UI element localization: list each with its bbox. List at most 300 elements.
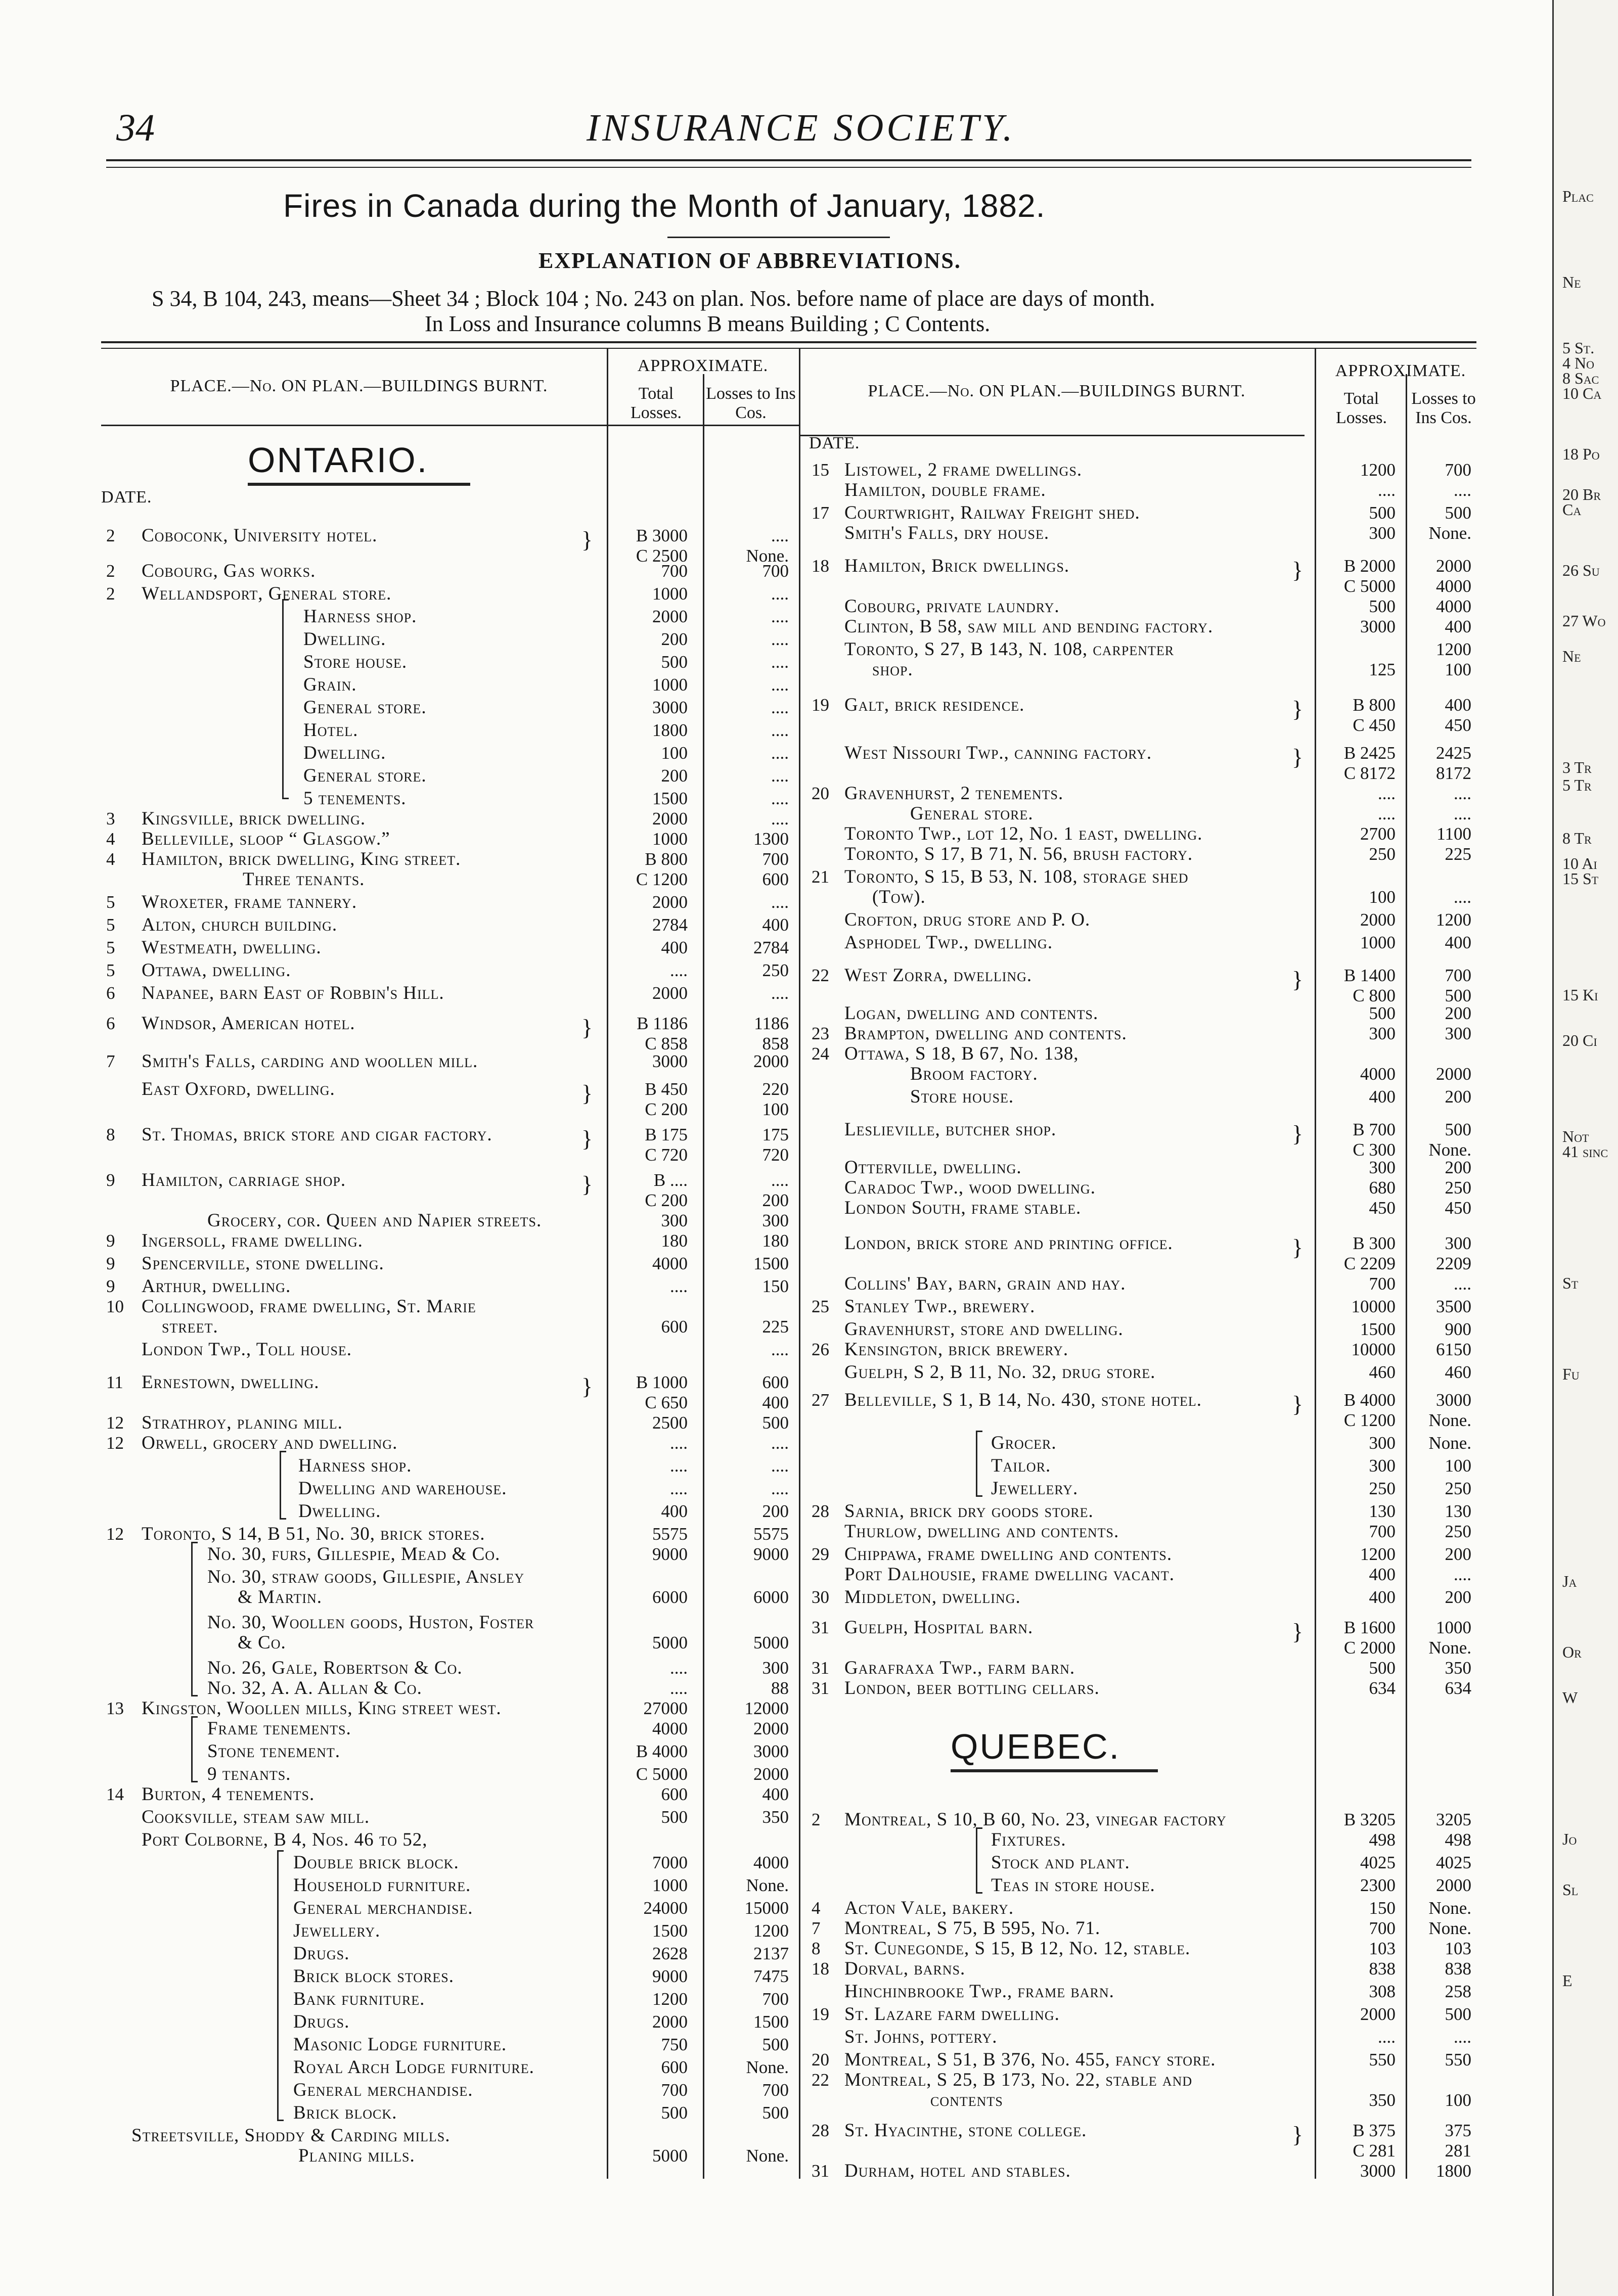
entry-total-loss: 125 <box>1369 660 1396 679</box>
entry-total-loss: 700 <box>1369 1918 1396 1938</box>
entry-insurance-loss: .... <box>771 789 789 808</box>
entry-total-loss: 300 <box>661 1211 688 1230</box>
adjacent-page-text: 41 sinc <box>1562 1142 1608 1161</box>
entry-insurance-loss: None. <box>1428 1433 1471 1453</box>
entry-description: Middleton, dwelling. <box>844 1587 1021 1608</box>
adjacent-page-text: 18 Po <box>1562 445 1600 463</box>
entry-insurance-loss: 5575 <box>753 1524 789 1544</box>
entry-insurance-loss: 100 <box>1445 2090 1471 2110</box>
entry-description: Planing mills. <box>298 2145 415 2166</box>
entry-date: 23 <box>812 1024 829 1043</box>
col-divider-5 <box>1406 374 1407 2179</box>
entry-total-loss: 300 <box>1369 1024 1396 1043</box>
entry-insurance-loss: .... <box>771 1479 789 1498</box>
entry-description: Kensington, brick brewery. <box>844 1339 1069 1360</box>
entry-description: Montreal, S 75, B 595, No. 71. <box>844 1918 1101 1939</box>
entry-insurance-loss: 1800 <box>1436 2161 1471 2181</box>
entry-total-loss: B 300 <box>1353 1233 1396 1253</box>
explanation-line-1: S 34, B 104, 243, means—Sheet 34 ; Block 104 ; No. 243 on plan. Nos. before name of place are days of month. <box>152 286 1155 311</box>
entry-description: Hotel. <box>303 720 358 741</box>
entry-insurance-loss: .... <box>1454 804 1471 823</box>
adjacent-page-text: 20 Br <box>1562 485 1601 503</box>
entry-description: Garafraxa Twp., farm barn. <box>844 1658 1075 1678</box>
adjacent-page-text: Fu <box>1562 1365 1580 1383</box>
entry-total-loss: .... <box>670 1456 688 1476</box>
entry-description: General merchandise. <box>293 2080 473 2100</box>
entry-total-loss: C 450 <box>1353 715 1396 735</box>
region-quebec: QUEBEC. <box>951 1727 1121 1766</box>
entry-insurance-loss: 2425 <box>1436 743 1471 763</box>
entry-total-loss: 3000 <box>1360 2161 1396 2181</box>
right-place-header: PLACE.—No. ON PLAN.—BUILDINGS BURNT. <box>868 382 1246 400</box>
entry-total-loss: .... <box>670 960 688 980</box>
right-ins-header: Losses to Ins Cos. <box>1411 389 1476 427</box>
entry-description: London, brick store and printing office. <box>844 1233 1173 1254</box>
entry-description: London South, frame stable. <box>844 1198 1082 1218</box>
entry-insurance-loss: .... <box>1454 1565 1471 1584</box>
entry-description: St. Thomas, brick store and cigar factory. <box>142 1124 492 1145</box>
entry-total-loss: 460 <box>1369 1362 1396 1382</box>
entry-insurance-loss: 9000 <box>753 1544 789 1564</box>
entry-date: 5 <box>106 938 115 957</box>
entry-date: 5 <box>106 892 115 912</box>
entry-total-loss: 308 <box>1369 1982 1396 2001</box>
entry-total-loss: 100 <box>1369 887 1396 907</box>
entry-insurance-loss: 450 <box>1445 1198 1471 1218</box>
region-quebec-rule <box>951 1769 1158 1772</box>
entry-insurance-loss: 130 <box>1445 1501 1471 1521</box>
adjacent-page-text: 8 Sac <box>1562 369 1599 387</box>
entry-date: 31 <box>812 2161 829 2181</box>
entry-total-loss: B .... <box>653 1170 688 1190</box>
col-divider-3 <box>799 349 800 2179</box>
entry-insurance-loss: 858 <box>762 1034 789 1053</box>
entry-total-loss: 700 <box>661 2080 688 2100</box>
adjacent-page-text: Or <box>1562 1643 1582 1661</box>
pair-brace: } <box>581 1080 593 1106</box>
entry-total-loss: 24000 <box>643 1898 688 1918</box>
entry-date: 2 <box>812 1810 821 1829</box>
entry-insurance-loss: 700 <box>1445 460 1471 480</box>
entry-insurance-loss: None. <box>746 2146 789 2166</box>
entry-date: 31 <box>812 1618 829 1637</box>
entry-total-loss: 103 <box>1369 1939 1396 1958</box>
page-title: Fires in Canada during the Month of January, 1882. <box>283 188 1046 224</box>
entry-total-loss: B 175 <box>645 1125 688 1144</box>
entry-description: Belleville, S 1, B 14, No. 430, stone hotel. <box>844 1390 1202 1410</box>
bracket-toronto-stores <box>191 1542 198 1696</box>
entry-insurance-loss: 400 <box>762 915 789 935</box>
entry-insurance-loss: 5000 <box>753 1633 789 1652</box>
right-header-rule <box>799 435 1305 436</box>
bracket-belleville <box>976 1431 982 1497</box>
entry-description: Frame tenements. <box>207 1718 351 1739</box>
entry-description: Toronto Twp., lot 12, No. 1 east, dwelling. <box>844 823 1203 844</box>
entry-total-loss: 700 <box>1369 1274 1396 1294</box>
entry-insurance-loss: 460 <box>1445 1362 1471 1382</box>
entry-insurance-loss: 100 <box>1445 1456 1471 1476</box>
entry-total-loss: C 5000 <box>636 1764 688 1784</box>
entry-insurance-loss: 250 <box>1445 1479 1471 1498</box>
entry-insurance-loss: 720 <box>762 1145 789 1165</box>
explanation-line-2: In Loss and Insurance columns B means Building ; C Contents. <box>425 311 991 336</box>
entry-description: Windsor, American hotel. <box>142 1013 355 1034</box>
adjacent-page-text: 10 Ca <box>1562 384 1602 402</box>
entry-description: Port Colborne, B 4, Nos. 46 to 52, <box>142 1829 428 1850</box>
entry-total-loss: B 1600 <box>1343 1618 1396 1637</box>
entry-insurance-loss: 2209 <box>1436 1254 1471 1273</box>
entry-total-loss: 600 <box>661 2057 688 2077</box>
entry-description: Stock and plant. <box>991 1852 1130 1873</box>
entry-total-loss: 680 <box>1369 1178 1396 1198</box>
entry-total-loss: 200 <box>661 629 688 649</box>
entry-date: 22 <box>812 966 829 985</box>
entry-total-loss: B 3000 <box>636 526 688 545</box>
entry-total-loss: 500 <box>1369 596 1396 616</box>
entry-insurance-loss: 450 <box>1445 715 1471 735</box>
entry-description: Toronto, S 14, B 51, No. 30, brick stores. <box>142 1524 485 1544</box>
adjacent-page-text: 4 No <box>1562 354 1594 372</box>
entry-total-loss: 4025 <box>1360 1853 1396 1872</box>
adjacent-page-text: 8 Tr <box>1562 829 1592 847</box>
entry-description: Durham, hotel and stables. <box>844 2161 1071 2181</box>
adjacent-page-text: 15 St <box>1562 869 1599 888</box>
entry-description: Caradoc Twp., wood dwelling. <box>844 1177 1096 1198</box>
entry-insurance-loss: .... <box>771 983 789 1003</box>
entry-total-loss: C 2000 <box>1343 1638 1396 1658</box>
col-divider-1 <box>607 349 608 2179</box>
entry-insurance-loss: .... <box>771 1456 789 1476</box>
entry-description: Fixtures. <box>991 1829 1066 1850</box>
entry-total-loss: 300 <box>1369 1456 1396 1476</box>
entry-insurance-loss: 4000 <box>1436 576 1471 596</box>
entry-description: Orwell, grocery and dwelling. <box>142 1433 398 1453</box>
entry-description: Thurlow, dwelling and contents. <box>844 1521 1119 1542</box>
entry-insurance-loss: 4000 <box>753 1853 789 1872</box>
entry-insurance-loss: None. <box>746 2057 789 2077</box>
entry-date: 2 <box>106 526 115 545</box>
entry-date: 13 <box>106 1698 124 1718</box>
entry-description: Guelph, Hospital barn. <box>844 1617 1033 1638</box>
entry-insurance-loss: 1200 <box>1436 639 1471 659</box>
entry-date: 12 <box>106 1524 124 1544</box>
adjacent-page-text: Ja <box>1562 1572 1577 1590</box>
table-top-rule-thin <box>101 348 1476 349</box>
entry-date: 25 <box>812 1297 829 1316</box>
entry-total-loss: 7000 <box>652 1853 688 1872</box>
entry-total-loss: .... <box>1378 804 1396 823</box>
entry-total-loss: 1200 <box>1360 1544 1396 1564</box>
entry-total-loss: 634 <box>1369 1678 1396 1698</box>
entry-description: Hinchinbrooke Twp., frame barn. <box>844 1981 1114 2002</box>
entry-insurance-loss: 2137 <box>753 1944 789 1963</box>
entry-description: Hamilton, brick dwelling, King street. <box>142 849 461 869</box>
entry-total-loss: 500 <box>1369 1658 1396 1678</box>
entry-insurance-loss: 1186 <box>754 1014 789 1033</box>
entry-description: Brick block. <box>293 2102 397 2123</box>
entry-insurance-loss: 2000 <box>1436 1875 1471 1895</box>
entry-date: 21 <box>812 867 829 887</box>
entry-insurance-loss: 400 <box>762 1393 789 1412</box>
entry-insurance-loss: 3000 <box>753 1741 789 1761</box>
entry-description: Dwelling. <box>298 1501 381 1522</box>
entry-date: 4 <box>106 829 115 849</box>
entry-insurance-loss: 4025 <box>1436 1853 1471 1872</box>
entry-insurance-loss: 2000 <box>1436 1064 1471 1084</box>
header-rule <box>106 159 1471 161</box>
entry-total-loss: 3000 <box>652 698 688 717</box>
entry-description: Masonic Lodge furniture. <box>293 2034 507 2055</box>
entry-date: 19 <box>812 695 829 715</box>
entry-description: Stanley Twp., brewery. <box>844 1296 1036 1317</box>
pair-brace: } <box>1292 1121 1304 1146</box>
entry-insurance-loss: 250 <box>1445 1178 1471 1198</box>
entry-total-loss: 400 <box>1369 1587 1396 1607</box>
entry-insurance-loss: 300 <box>1445 1024 1471 1043</box>
entry-description: Double brick block. <box>293 1852 459 1873</box>
entry-date: 8 <box>106 1125 115 1144</box>
entry-description: Brampton, dwelling and contents. <box>844 1023 1127 1044</box>
entry-total-loss: 1000 <box>652 1875 688 1895</box>
entry-total-loss: 27000 <box>643 1698 688 1718</box>
entry-description: 5 tenements. <box>303 788 407 809</box>
entry-insurance-loss: 4000 <box>1436 596 1471 616</box>
entry-insurance-loss: .... <box>771 675 789 695</box>
explanation-heading: EXPLANATION OF ABBREVIATIONS. <box>538 248 961 273</box>
entry-total-loss: B 3205 <box>1343 1810 1396 1829</box>
entry-insurance-loss: 8172 <box>1436 763 1471 783</box>
entry-description: Drugs. <box>293 2011 350 2032</box>
entry-insurance-loss: 500 <box>1445 986 1471 1005</box>
entry-description: St. Cunegonde, S 15, B 12, No. 12, stable. <box>844 1938 1191 1959</box>
entry-description: Arthur, dwelling. <box>142 1276 291 1297</box>
entry-total-loss: 2000 <box>652 607 688 626</box>
entry-total-loss: 550 <box>1369 2050 1396 2070</box>
entry-insurance-loss: 103 <box>1445 1939 1471 1958</box>
title-rule <box>667 237 890 238</box>
entry-total-loss: B 1000 <box>636 1372 688 1392</box>
right-approx-header: APPROXIMATE. <box>1335 361 1466 380</box>
entry-insurance-loss: 2784 <box>753 938 789 957</box>
entry-date: 6 <box>106 983 115 1003</box>
pair-brace: } <box>581 1373 593 1399</box>
entry-total-loss: .... <box>670 1276 688 1296</box>
entry-total-loss: 1000 <box>652 829 688 849</box>
entry-description: Leslieville, butcher shop. <box>844 1119 1057 1140</box>
entry-total-loss: 300 <box>1369 523 1396 543</box>
entry-description: St. Johns, pottery. <box>844 2027 998 2047</box>
entry-total-loss: 5575 <box>652 1524 688 1544</box>
entry-description: Grocery, cor. Queen and Napier streets. <box>207 1210 542 1231</box>
entry-date: 5 <box>106 915 115 935</box>
entry-insurance-loss: 600 <box>762 1372 789 1392</box>
entry-total-loss: 500 <box>1369 1003 1396 1023</box>
entry-total-loss: 10000 <box>1351 1297 1396 1316</box>
entry-insurance-loss: 2000 <box>753 1764 789 1784</box>
entry-description: Teas in store house. <box>991 1875 1155 1896</box>
entry-insurance-loss: 1300 <box>753 829 789 849</box>
entry-date: 10 <box>106 1297 124 1316</box>
entry-insurance-loss: 300 <box>1445 1233 1471 1253</box>
entry-insurance-loss: 700 <box>1445 966 1471 985</box>
entry-total-loss: 750 <box>661 2035 688 2054</box>
entry-insurance-loss: 498 <box>1445 1830 1471 1850</box>
entry-description: Household furniture. <box>293 1875 471 1896</box>
entry-total-loss: B 1400 <box>1343 966 1396 985</box>
entry-description: Napanee, barn East of Robbin's Hill. <box>142 983 444 1003</box>
entry-total-loss: 4000 <box>1360 1064 1396 1084</box>
entry-insurance-loss: 700 <box>762 1989 789 2009</box>
entry-insurance-loss: 400 <box>762 1784 789 1804</box>
entry-insurance-loss: 88 <box>771 1678 789 1698</box>
entry-total-loss: C 8172 <box>1343 763 1396 783</box>
entry-description: Jewellery. <box>991 1478 1078 1499</box>
entry-date: 15 <box>812 460 829 480</box>
entry-insurance-loss: 400 <box>1445 617 1471 636</box>
entry-date: 18 <box>812 556 829 576</box>
pair-brace: } <box>1292 967 1304 992</box>
entry-total-loss: 350 <box>1369 2090 1396 2110</box>
entry-description: Wroxeter, frame tannery. <box>142 892 357 912</box>
entry-total-loss: 3000 <box>652 1051 688 1071</box>
entry-date: 4 <box>106 849 115 869</box>
entry-date: 27 <box>812 1390 829 1410</box>
entry-insurance-loss: 220 <box>762 1079 789 1099</box>
entry-insurance-loss: 200 <box>1445 1087 1471 1107</box>
entry-insurance-loss: 350 <box>762 1807 789 1827</box>
pair-brace: } <box>1292 696 1304 722</box>
entry-total-loss: 2784 <box>652 915 688 935</box>
entry-description: Toronto, S 15, B 53, N. 108, storage shed <box>844 866 1189 887</box>
entry-insurance-loss: .... <box>771 1433 789 1453</box>
entry-date: 24 <box>812 1044 829 1064</box>
entry-total-loss: .... <box>670 1658 688 1678</box>
entry-description: Montreal, S 51, B 376, No. 455, fancy store. <box>844 2049 1216 2070</box>
entry-insurance-loss: .... <box>771 743 789 763</box>
entry-insurance-loss: 225 <box>762 1317 789 1337</box>
entry-description: Ingersoll, frame dwelling. <box>142 1230 363 1251</box>
adjacent-page-text: 3 Tr <box>1562 758 1592 776</box>
entry-total-loss: 4000 <box>652 1719 688 1738</box>
right-date-label: DATE. <box>809 434 860 452</box>
entry-description: Listowel, 2 frame dwellings. <box>844 460 1083 480</box>
entry-total-loss: 3000 <box>1360 617 1396 636</box>
entry-description: London, beer bottling cellars. <box>844 1678 1100 1698</box>
entry-total-loss: 498 <box>1369 1830 1396 1850</box>
entry-date: 9 <box>106 1254 115 1273</box>
entry-total-loss: B 800 <box>645 849 688 869</box>
bracket-orwell <box>280 1451 286 1520</box>
entry-description: No. 30, furs, Gillespie, Mead & Co. <box>207 1544 501 1565</box>
entry-description: Cobourg, Gas works. <box>142 561 316 581</box>
entry-total-loss: .... <box>1378 480 1396 500</box>
entry-description: Royal Arch Lodge furniture. <box>293 2057 534 2078</box>
adjacent-page-text: Plac <box>1562 187 1594 205</box>
entry-total-loss: 100 <box>661 743 688 763</box>
entry-total-loss: 500 <box>661 2103 688 2123</box>
entry-total-loss: 1800 <box>652 720 688 740</box>
left-approx-header: APPROXIMATE. <box>637 356 769 375</box>
entry-description: Montreal, S 25, B 173, No. 22, stable and <box>844 2070 1193 2090</box>
entry-total-loss: B 2425 <box>1343 743 1396 763</box>
entry-insurance-loss: 258 <box>1445 1982 1471 2001</box>
entry-description: 9 tenants. <box>207 1764 291 1784</box>
entry-description: General store. <box>303 697 427 718</box>
entry-description: Ottawa, S 18, B 67, No. 138, <box>844 1043 1079 1064</box>
left-total-header: Total Losses. <box>630 384 682 422</box>
entry-description: No. 32, A. A. Allan & Co. <box>207 1678 422 1698</box>
entry-insurance-loss: 500 <box>1445 503 1471 523</box>
bracket-montreal <box>976 1827 982 1894</box>
entry-insurance-loss: 1500 <box>753 1254 789 1273</box>
entry-total-loss: 2000 <box>652 892 688 912</box>
entry-insurance-loss: None. <box>746 1875 789 1895</box>
entry-insurance-loss: 300 <box>762 1211 789 1230</box>
adjacent-page-text: W <box>1562 1688 1578 1707</box>
entry-total-loss: 500 <box>1369 503 1396 523</box>
entry-insurance-loss: .... <box>771 652 789 672</box>
entry-description: Cobourg, private laundry. <box>844 596 1060 617</box>
entry-description: street. <box>162 1316 218 1337</box>
entry-insurance-loss: None. <box>1428 523 1471 543</box>
entry-date: 3 <box>106 809 115 829</box>
entry-insurance-loss: 200 <box>1445 1544 1471 1564</box>
entry-description: Acton Vale, bakery. <box>844 1898 1014 1918</box>
entry-insurance-loss: 180 <box>762 1231 789 1251</box>
entry-insurance-loss: .... <box>771 584 789 604</box>
entry-total-loss: 2000 <box>1360 910 1396 930</box>
entry-total-loss: 5000 <box>652 2146 688 2166</box>
entry-insurance-loss: .... <box>771 526 789 545</box>
entry-total-loss: 300 <box>1369 1158 1396 1177</box>
entry-total-loss: 1200 <box>1360 460 1396 480</box>
entry-description: Burton, 4 tenements. <box>142 1784 315 1805</box>
entry-insurance-loss: 150 <box>762 1276 789 1296</box>
bracket-kingston <box>191 1716 198 1782</box>
entry-insurance-loss: 281 <box>1445 2141 1471 2161</box>
entry-insurance-loss: 375 <box>1445 2121 1471 2140</box>
entry-description: Alton, church building. <box>142 914 338 935</box>
entry-date: 7 <box>106 1051 115 1071</box>
entry-description: General merchandise. <box>293 1898 473 1918</box>
entry-insurance-loss: 1500 <box>753 2012 789 2032</box>
entry-description: Tailor. <box>991 1455 1051 1476</box>
entry-insurance-loss: .... <box>1454 784 1471 803</box>
entry-total-loss: 600 <box>661 1784 688 1804</box>
entry-insurance-loss: .... <box>771 720 789 740</box>
pair-brace: } <box>1292 1391 1304 1417</box>
entry-description: Chippawa, frame dwelling and contents. <box>844 1544 1173 1565</box>
entry-total-loss: 250 <box>1369 844 1396 864</box>
entry-total-loss: .... <box>670 1479 688 1498</box>
entry-total-loss: B 800 <box>1353 695 1396 715</box>
entry-description: Stone tenement. <box>207 1741 341 1762</box>
entry-insurance-loss: 200 <box>1445 1158 1471 1177</box>
entry-total-loss: .... <box>1378 784 1396 803</box>
entry-total-loss: 838 <box>1369 1959 1396 1979</box>
entry-insurance-loss: 6000 <box>753 1587 789 1607</box>
entry-insurance-loss: 3205 <box>1436 1810 1471 1829</box>
entry-total-loss: C 720 <box>645 1145 688 1165</box>
entry-insurance-loss: 1200 <box>753 1921 789 1941</box>
entry-date: 20 <box>812 784 829 803</box>
entry-total-loss: B 700 <box>1353 1120 1396 1139</box>
entry-total-loss: 400 <box>661 938 688 957</box>
entry-date: 17 <box>812 503 829 523</box>
bracket-wellandsport <box>282 599 289 799</box>
bracket-port-colborne <box>277 1850 284 2121</box>
adjacent-page-text: 20 Ci <box>1562 1031 1597 1049</box>
